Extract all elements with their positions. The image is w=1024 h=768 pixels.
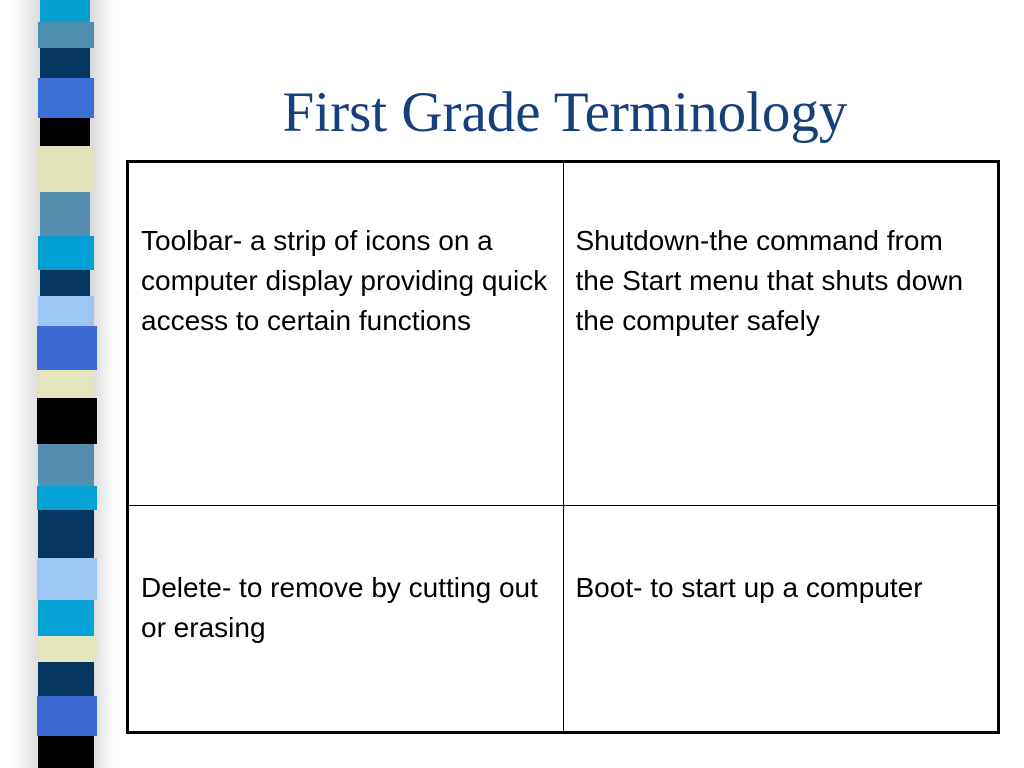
stripe-segment bbox=[37, 636, 97, 662]
stripe-segment bbox=[38, 146, 94, 192]
stripe-segment bbox=[40, 118, 90, 146]
stripe-segment bbox=[38, 296, 94, 326]
stripe-segment bbox=[37, 398, 97, 444]
slide-title: First Grade Terminology bbox=[282, 81, 848, 144]
stripe-segment bbox=[38, 78, 94, 118]
term-cell-boot: Boot- to start up a computer bbox=[563, 506, 999, 733]
stripe-segment bbox=[38, 736, 94, 768]
table-row bbox=[128, 162, 999, 506]
stripe-segment bbox=[38, 236, 94, 270]
term-cell-delete: Delete- to remove by cutting out or erasing bbox=[128, 506, 564, 733]
stripe-segment bbox=[38, 510, 94, 558]
stripe-segment bbox=[37, 696, 97, 736]
terminology-table bbox=[126, 160, 1000, 734]
stripe-segment bbox=[40, 48, 90, 78]
stripe-segment bbox=[37, 326, 97, 370]
stripe-segment bbox=[40, 0, 90, 22]
stripe-segment bbox=[40, 192, 90, 236]
term-cell-shutdown: Shutdown-the command from the Start menu that shuts down the computer safely bbox=[563, 162, 999, 506]
stripe-segment bbox=[38, 444, 94, 486]
stripe-segment bbox=[38, 22, 94, 48]
stripe-segment bbox=[40, 270, 90, 296]
stripe-segment bbox=[37, 558, 97, 600]
stripe-segment bbox=[38, 370, 94, 398]
stripe-segment bbox=[38, 600, 94, 636]
table-row bbox=[128, 506, 999, 733]
stripe-segment bbox=[37, 486, 97, 510]
stripe-segment bbox=[38, 662, 94, 696]
term-cell-toolbar: Toolbar- a strip of icons on a computer display providing quick access to certain functions bbox=[128, 162, 564, 506]
